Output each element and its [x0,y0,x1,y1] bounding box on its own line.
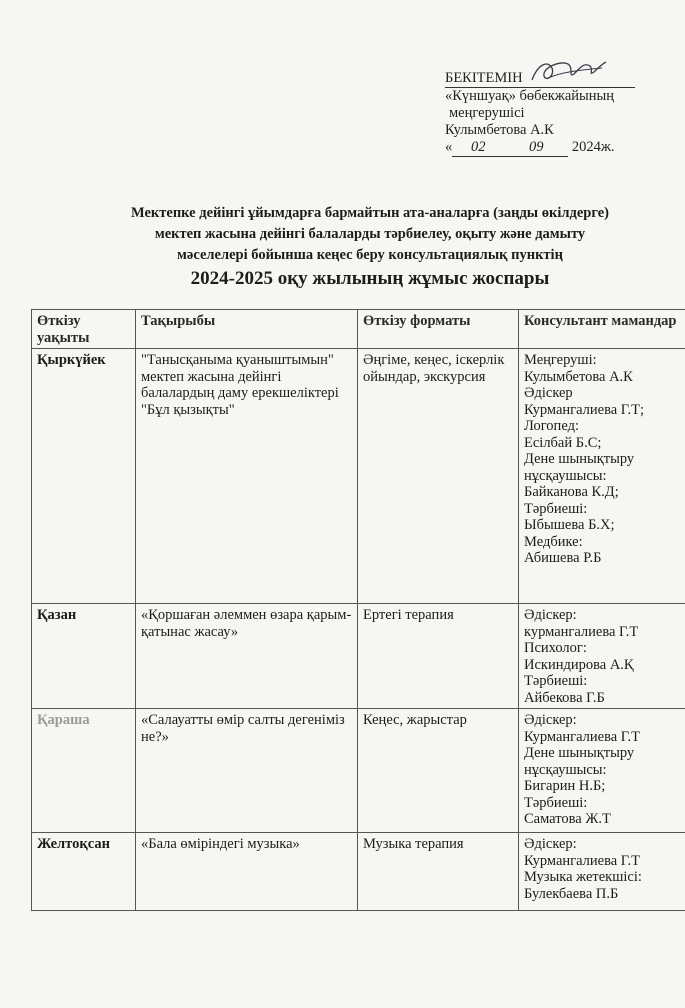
month-cell: Желтоқсан [32,833,136,911]
consultant-line: Әдіскер: [524,712,577,728]
table-row [32,349,685,604]
consultant-line: Курмангалиева Г.Т [524,852,641,869]
column-header: Өткізу форматы [358,310,519,349]
consultants-cell [519,349,685,604]
consultants-cell [519,833,685,911]
table-header-row [32,310,685,349]
consultant-line: курмангалиева Г.Т [524,623,639,640]
topic-cell: "Танысқаныма қуаныштымын" мектеп жасына дейінгі балалардың даму ерекшеліктері "Бұл қызықты" [136,349,358,604]
consultant-line: Кулымбетова А.К [524,368,633,385]
format-cell: Әңгіме, кеңес, іскерлік ойындар, экскурсия [358,349,519,604]
date-month: 09 [504,139,568,157]
column-header: Өткізу уақыты [32,310,136,349]
position-line: меңгерушісі [449,105,525,121]
consultant-line: Булекбаева П.Б [524,885,619,902]
work-plan-table [31,309,685,911]
consultant-line: Бигарин Н.Б; [524,778,606,794]
consultant-line: Курмангалиева Г.Т; [524,401,645,418]
consultant-line: Музыка жетекшісі: [524,869,642,885]
consultant-line: Логопед: [524,418,579,434]
consultant-line: Тәрбиеші: [524,794,588,811]
consultant-line: Тәрбиеші: [524,500,588,517]
table-row [32,604,685,709]
consultant-line: Ыбышева Б.Х; [524,517,615,533]
consultant-line: нұсқаушысы: [524,467,607,484]
month-cell: Қыркүйек [32,349,136,604]
topic-cell: «Бала өміріндегі музыка» [136,833,358,911]
consultant-line: Психолог: [524,640,587,656]
consultant-line: Әдіскер: [524,836,577,852]
head-name: Кулымбетова А.К [445,122,554,138]
document-subtitle [60,203,680,266]
topic-cell: «Салауатты өмір салты дегеніміз не?» [136,709,358,833]
column-header: Тақырыбы [136,310,358,349]
document-title: 2024-2025 оқу жылының жұмыс жоспары [190,268,550,289]
date-year: 2024ж. [571,139,615,155]
signature-image [528,54,610,88]
approved-label: БЕКІТЕМІН [445,70,635,88]
consultant-line: Меңгеруші: [524,352,597,368]
table-row [32,709,685,833]
table-row [32,833,685,911]
consultants-cell [519,709,685,833]
subtitle-line: мәселелері бойынша кеңес беру консультациялық пунктің [177,247,563,263]
subtitle-line: мектеп жасына дейінгі балаларды тәрбиелеу, оқыту және дамыту [154,226,586,242]
date-open-quote: « [445,139,453,155]
consultant-line: Дене шынықтыру [524,451,635,467]
consultant-line: нұсқаушысы: [524,761,607,778]
consultant-line: Әдіскер [524,385,573,401]
consultant-line: Тәрбиеші: [524,673,588,689]
consultants-cell [519,604,685,709]
topic-cell: «Қоршаған әлеммен өзара қарым-қатынас жасау» [136,604,358,709]
consultant-line: Курмангалиева Г.Т [524,728,641,745]
consultant-line: Әдіскер: [524,607,577,623]
format-cell: Ертегі терапия [358,604,519,709]
consultant-line: Абишева Р.Б [524,550,602,566]
date-day: 02 [452,139,504,157]
consultant-line: Искиндирова А.Қ [524,656,634,673]
org-line: «Күншуақ» бөбекжайының [445,88,615,104]
consultant-line: Айбекова Г.Б [524,689,605,706]
month-cell: Қазан [32,604,136,709]
format-cell: Кеңес, жарыстар [358,709,519,833]
consultant-line: Байканова К.Д; [524,484,619,500]
approval-date [445,139,680,157]
month-cell: Қараша [32,709,136,833]
consultant-line: Дене шынықтыру [524,745,635,761]
format-cell: Музыка терапия [358,833,519,911]
consultant-line: Есілбай Б.С; [524,434,602,451]
subtitle-line: Мектепке дейінгі ұйымдарға бармайтын ата-аналарға (заңды өкілдерге) [130,205,609,221]
column-header: Консультант мамандар [519,310,685,349]
consultant-line: Саматова Ж.Т [524,811,611,827]
consultant-line: Медбике: [524,533,583,550]
